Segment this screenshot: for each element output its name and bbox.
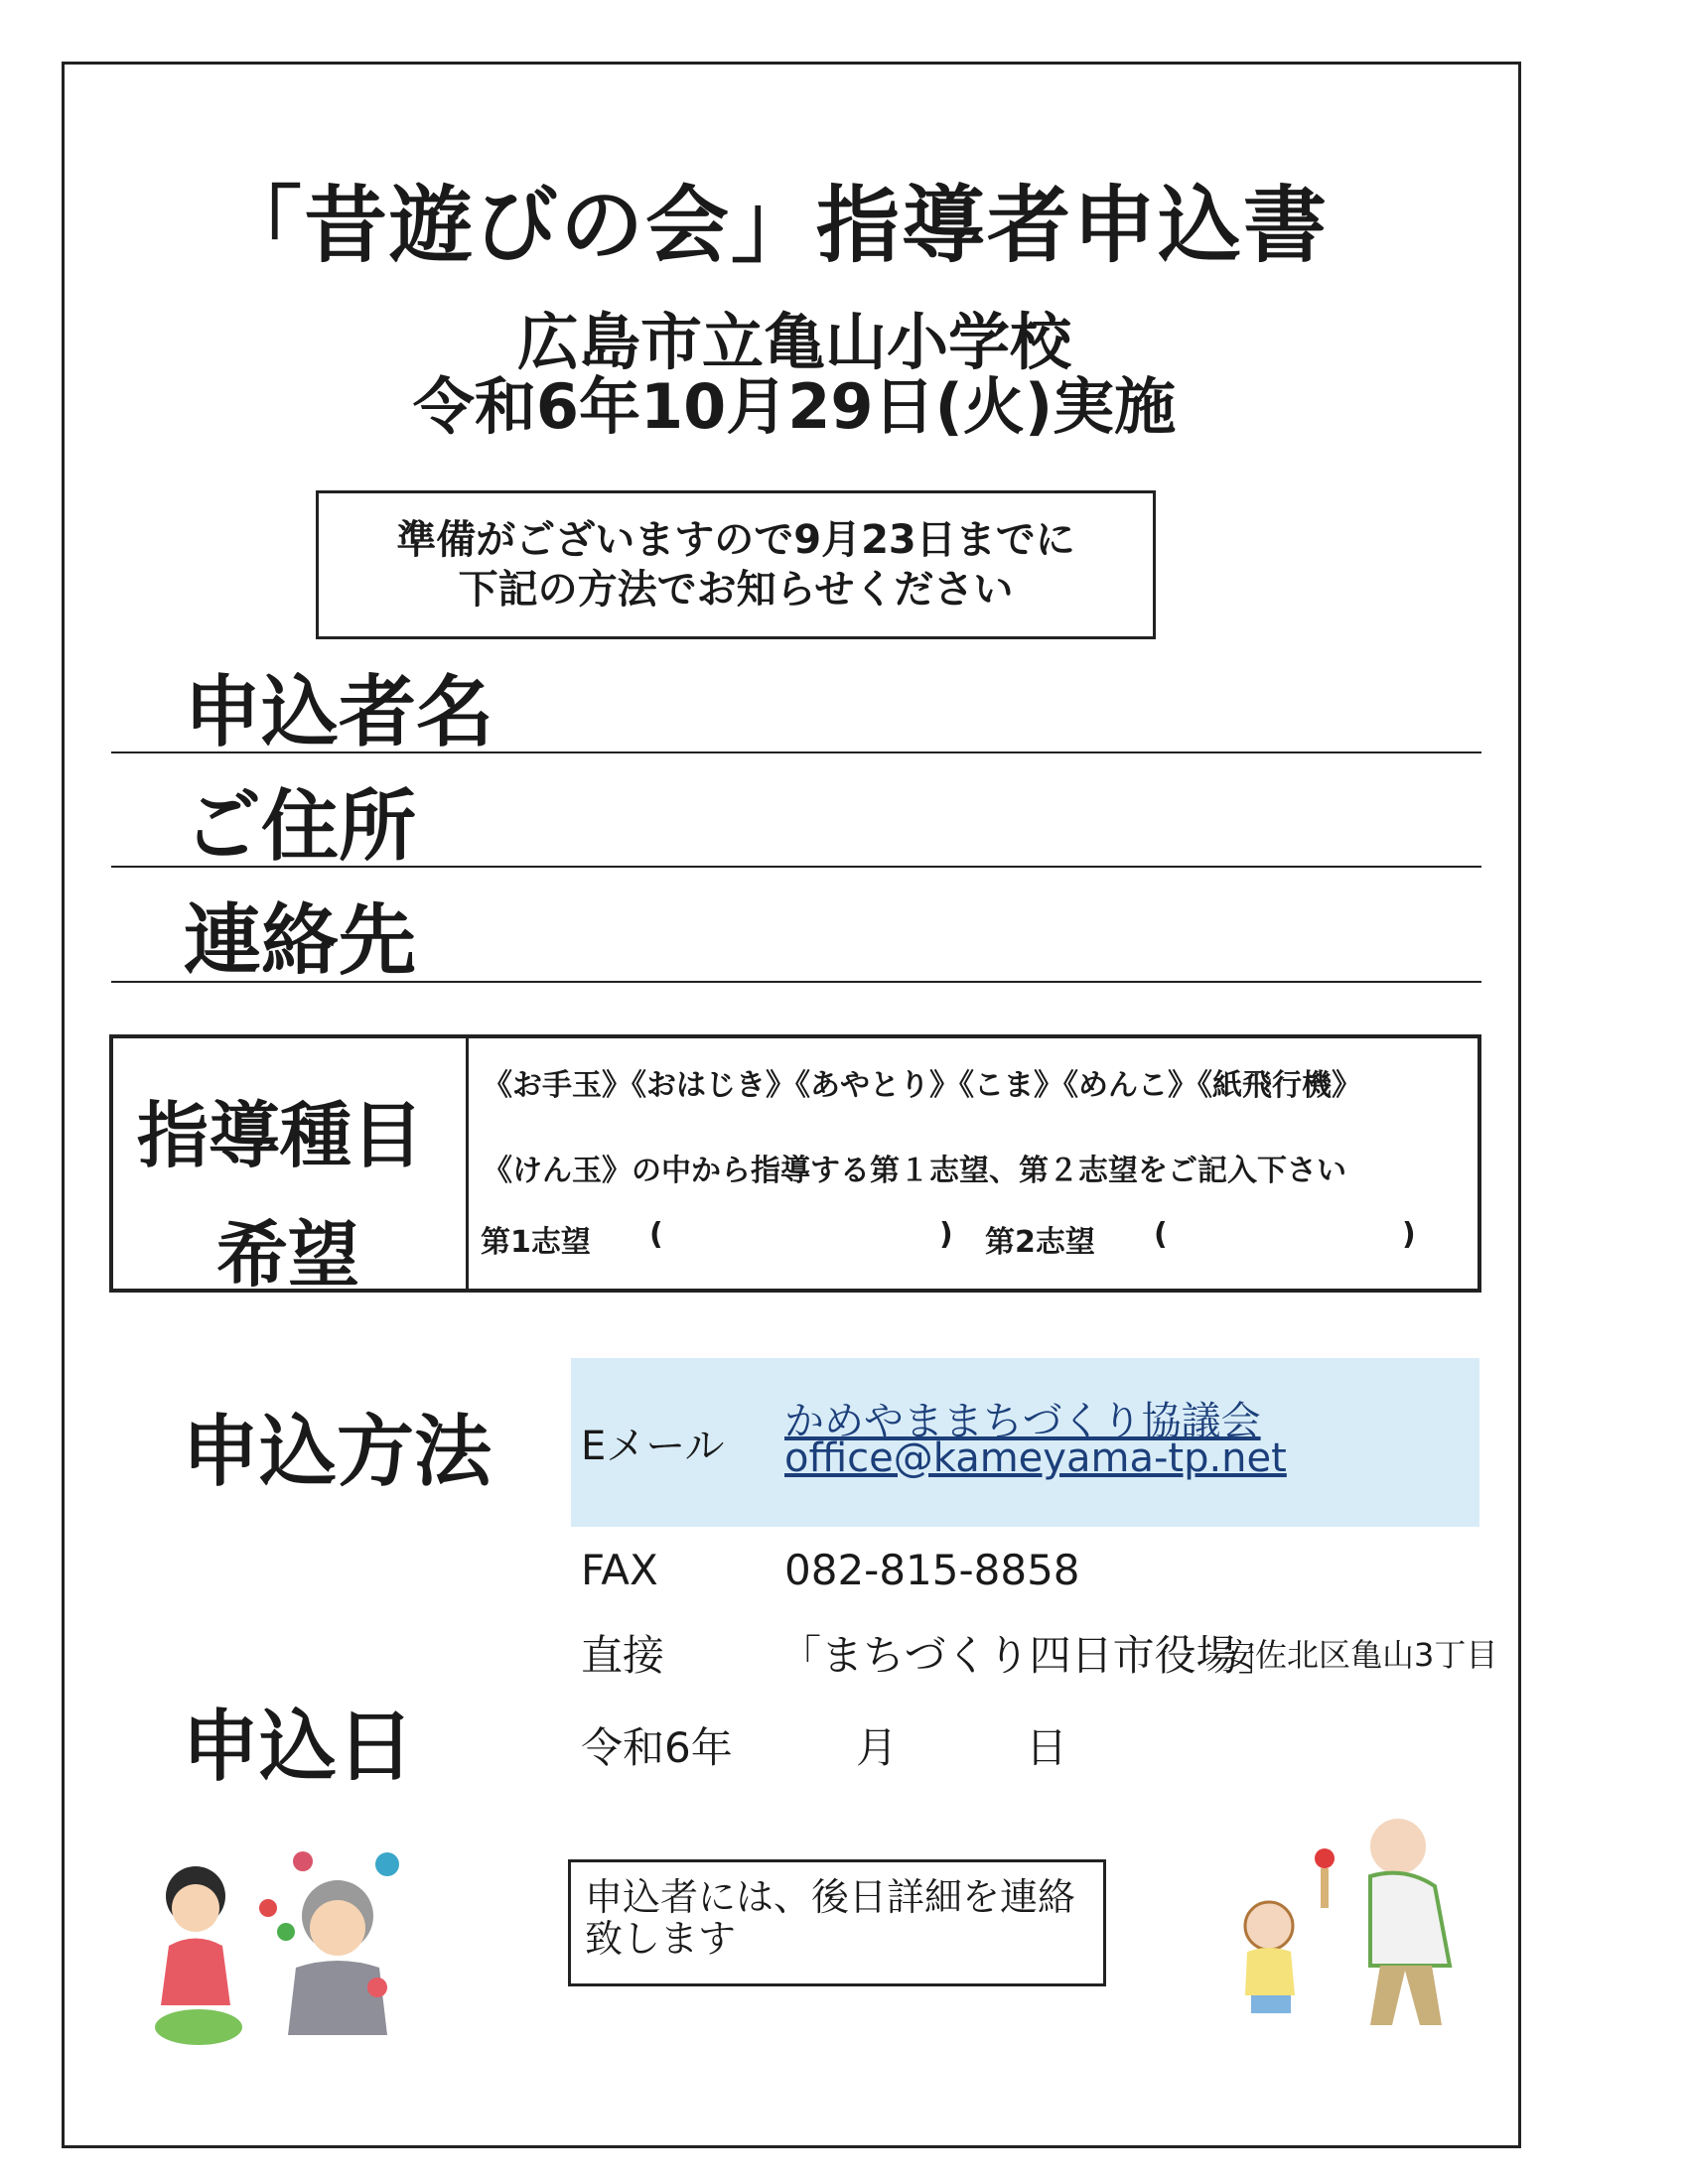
- topics-instruction: 《けん玉》の中から指導する第１志望、第２志望をご記入下さい: [483, 1154, 1346, 1188]
- kendama-illustration: [1221, 1807, 1479, 2045]
- event-date: 令和6年10月29日(火)実施: [412, 370, 1177, 443]
- applicant-name-label: 申込者名: [184, 668, 494, 757]
- first-choice-open: (: [649, 1217, 663, 1252]
- child-legs: [155, 2009, 242, 2045]
- first-choice-label: 第1志望: [481, 1225, 591, 1260]
- child-body: [161, 1939, 230, 2006]
- method-label: 申込方法: [182, 1408, 492, 1497]
- address-label: ご住所: [184, 782, 417, 872]
- contact-line[interactable]: [111, 981, 1481, 983]
- first-choice-field[interactable]: [661, 1217, 1037, 1265]
- juggling-ball-icon: [367, 1978, 387, 1997]
- second-choice-label: 第2志望: [985, 1225, 1095, 1260]
- email-address-link[interactable]: office@kameyama-tp.net: [784, 1435, 1287, 1481]
- child-shorts: [1251, 1995, 1291, 2013]
- application-date-month: 月: [856, 1723, 899, 1772]
- kendama-icon: [1315, 1848, 1335, 1868]
- email-label: Eメール: [581, 1424, 725, 1469]
- direct-address: 安佐北区亀山3丁目: [1223, 1636, 1498, 1674]
- email-org-link[interactable]: かめやままちづくり協議会: [784, 1399, 1261, 1444]
- address-line[interactable]: [111, 866, 1481, 868]
- juggling-ball-icon: [259, 1899, 277, 1917]
- deadline-notice: [316, 490, 1156, 639]
- child-face: [172, 1884, 219, 1932]
- first-choice-close: ): [939, 1217, 953, 1252]
- note-line-1: 申込者には、後日詳細を連絡: [585, 1875, 1076, 1919]
- child-body: [1245, 1948, 1295, 1995]
- topics-label-line-1: 指導種目: [137, 1094, 424, 1177]
- topics-table: [109, 1034, 1481, 1297]
- fax-number: 082-815-8858: [784, 1546, 1080, 1594]
- contact-label: 連絡先: [184, 896, 417, 986]
- notice-line-1: 準備がございますので9月23日までに: [396, 517, 1075, 563]
- grandpa-legs: [1370, 1966, 1442, 2025]
- fax-label: FAX: [581, 1546, 658, 1594]
- grandpa-face: [1370, 1819, 1426, 1874]
- application-date-label: 申込日: [182, 1703, 415, 1792]
- applicant-name-line[interactable]: [111, 751, 1481, 753]
- direct-place: 「まちづくり四日市役場」: [779, 1631, 1280, 1680]
- topics-divider: [466, 1038, 469, 1289]
- grandma-body: [288, 1961, 387, 2035]
- topics-items: 《お手玉》《おはじき》《あやとり》《こま》《めんこ》《紙飛行機》: [483, 1068, 1361, 1103]
- second-choice-open: (: [1154, 1217, 1168, 1252]
- child-face: [1245, 1902, 1293, 1950]
- topics-label-cell: [113, 1038, 466, 1297]
- juggling-ball-icon: [277, 1923, 295, 1941]
- school-name: 広島市立亀山小学校: [516, 306, 1071, 378]
- kendama-stick: [1321, 1868, 1329, 1908]
- topics-label-line-2: 希望: [216, 1213, 360, 1297]
- application-date-day: 日: [1026, 1723, 1068, 1772]
- grandpa-body: [1370, 1873, 1450, 1966]
- second-choice-close: ): [1402, 1217, 1416, 1252]
- juggling-ball-icon: [293, 1851, 313, 1871]
- juggling-ball-icon: [375, 1852, 399, 1876]
- notice-line-2: 下記の方法でお知らせください: [458, 567, 1014, 613]
- page-title: 「昔遊びの会」指導者申込書: [218, 177, 1330, 274]
- grandma-face: [310, 1900, 365, 1956]
- direct-label: 直接: [581, 1631, 665, 1680]
- second-choice-field[interactable]: [1166, 1217, 1434, 1265]
- note-line-2: 致します: [585, 1917, 737, 1961]
- juggling-illustration: [139, 1837, 417, 2065]
- application-date-year: 令和6年: [581, 1723, 733, 1772]
- followup-note: [568, 1859, 1106, 1986]
